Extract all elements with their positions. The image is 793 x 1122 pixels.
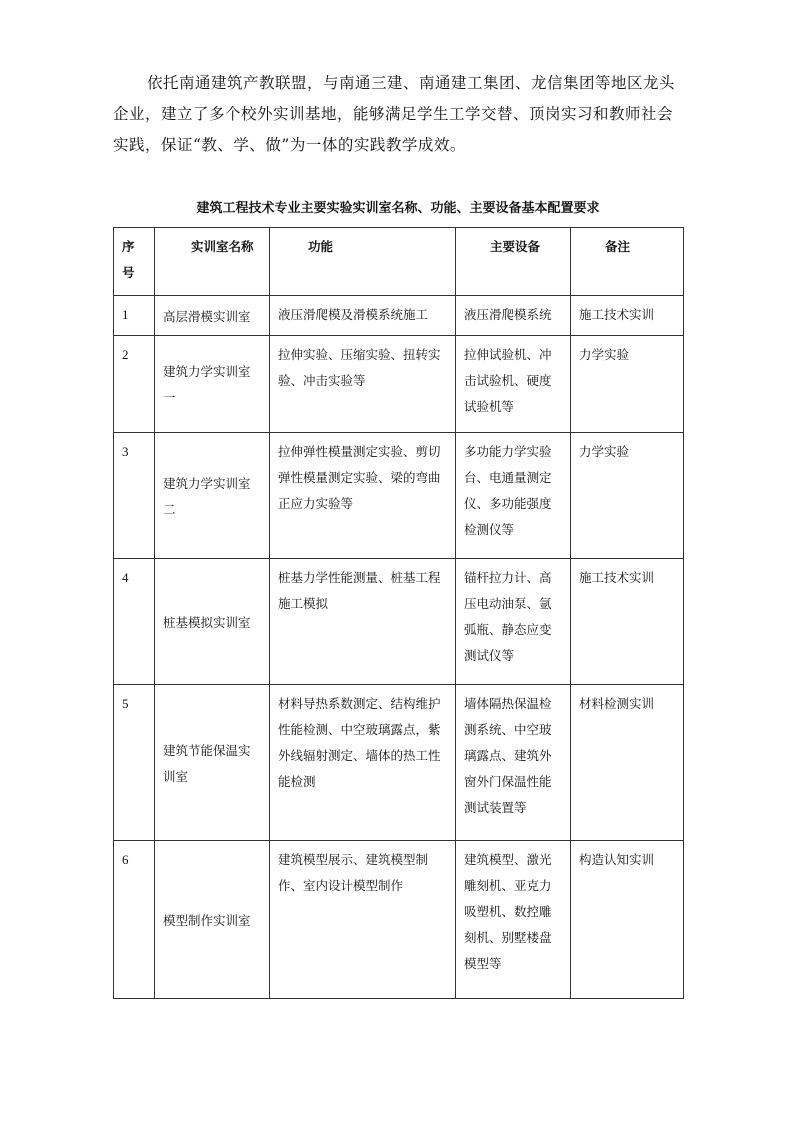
cell-function: 拉伸弹性模量测定实验、剪切弹性模量测定实验、梁的弯曲正应力实验等: [270, 433, 456, 559]
table-row: [114, 336, 684, 433]
cell-note: 材料检测实训: [571, 685, 684, 841]
table-title: 建筑工程技术专业主要实验实训室名称、功能、主要设备基本配置要求: [196, 201, 600, 216]
header-function: 功能: [270, 228, 456, 296]
cell-no: 4: [114, 559, 155, 685]
cell-name: 建筑力学实训室一: [155, 336, 270, 433]
cell-no: 1: [114, 296, 155, 336]
cell-equipment: 建筑模型、激光雕刻机、亚克力吸塑机、数控雕刻机、别墅楼盘模型等: [456, 841, 571, 999]
cell-function: 液压滑爬模及滑模系统施工: [270, 296, 456, 336]
intro-paragraph: [113, 68, 685, 161]
cell-no: 6: [114, 841, 155, 999]
cell-equipment: 锚杆拉力计、高压电动油泵、氩弧瓶、静态应变测试仪等: [456, 559, 571, 685]
cell-note: 力学实验: [571, 433, 684, 559]
cell-name: 建筑力学实训室二: [155, 433, 270, 559]
cell-note: 力学实验: [571, 336, 684, 433]
table-header-row: [114, 228, 684, 296]
intro-line: 企业，建立了多个校外实训基地，能够满足学生工学交替、顶岗实习和教师社会: [113, 105, 674, 123]
cell-name: 模型制作实训室: [155, 841, 270, 999]
table-row: [114, 433, 684, 559]
cell-note: 构造认知实训: [571, 841, 684, 999]
cell-no: 3: [114, 433, 155, 559]
cell-name: 高层滑模实训室: [155, 296, 270, 336]
cell-equipment: 多功能力学实验台、电通量测定仪、多功能强度检测仪等: [456, 433, 571, 559]
lab-config-table: [113, 227, 684, 999]
header-equipment: 主要设备: [456, 228, 571, 296]
cell-name: 建筑节能保温实训室: [155, 685, 270, 841]
table-row: [114, 841, 684, 999]
intro-line: 实践，保证“教、学、做”为一体的实践教学成效。: [113, 136, 466, 154]
cell-no: 2: [114, 336, 155, 433]
header-no: 序号: [114, 228, 155, 296]
cell-equipment: 拉伸试验机、冲击试验机、硬度试验机等: [456, 336, 571, 433]
cell-no: 5: [114, 685, 155, 841]
cell-note: 施工技术实训: [571, 296, 684, 336]
table-row: [114, 296, 684, 336]
cell-function: 拉伸实验、压缩实验、扭转实验、冲击实验等: [270, 336, 456, 433]
cell-equipment: 墙体隔热保温检测系统、中空玻璃露点、建筑外窗外门保温性能测试装置等: [456, 685, 571, 841]
cell-function: 桩基力学性能测量、桩基工程施工模拟: [270, 559, 456, 685]
cell-name: 桩基模拟实训室: [155, 559, 270, 685]
table-row: [114, 685, 684, 841]
cell-function: 建筑模型展示、建筑模型制作、室内设计模型制作: [270, 841, 456, 999]
table-row: [114, 559, 684, 685]
cell-note: 施工技术实训: [571, 559, 684, 685]
cell-equipment: 液压滑爬模系统: [456, 296, 571, 336]
header-name: 实训室名称: [155, 228, 270, 296]
header-note: 备注: [571, 228, 684, 296]
cell-function: 材料导热系数测定、结构维护性能检测、中空玻璃露点，紫外线辐射测定、墙体的热工性能检测: [270, 685, 456, 841]
intro-line: 依托南通建筑产教联盟，与南通三建、南通建工集团、龙信集团等地区龙头: [147, 74, 676, 92]
